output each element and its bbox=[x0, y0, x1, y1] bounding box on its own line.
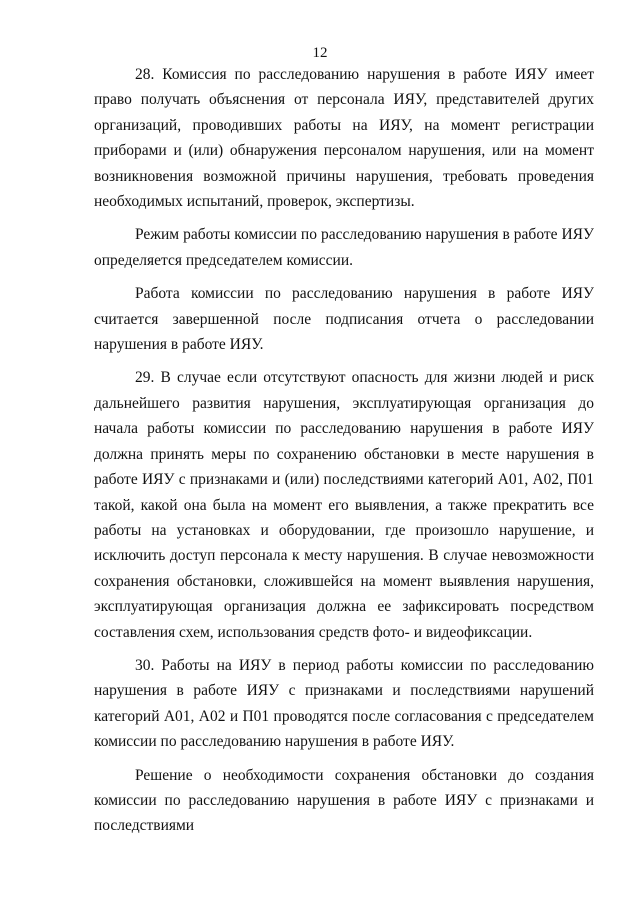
paragraph-28: 28. Комиссия по расследованию нарушения в работе ИЯУ имеет право получать объяснения от персонала ИЯУ, представителей других организаций, проводивших работы на ИЯУ, на момент регистрации приборами и (или) обнаружения персоналом нарушения, или на момент возникновения возможной причины нарушения, требовать проведения необходимых испытаний, проверок, экспертизы. bbox=[94, 66, 594, 211]
paragraph-commission-completion: Работа комиссии по расследованию нарушения в работе ИЯУ считается завершенной после подписания отчета о расследовании нарушения в работе ИЯУ. bbox=[94, 285, 594, 354]
paragraph-29: 29. В случае если отсутствуют опасность для жизни людей и риск дальнейшего развития нарушения, эксплуатирующая организация до начала работы комиссии по расследованию нарушения в работе ИЯУ должна принять меры по сохранению обстановки в месте нарушения в работе ИЯУ с признаками и (или) последствиями категорий А01, А02, П01 такой, какой она была на момент его выявления, а также прекратить все работы на установках и оборудовании, где произошло нарушение, и исключить доступ персонала к месту нарушения. В случае невозможности сохранения обстановки, сложившейся на момент выявления нарушения, эксплуатирующая организация должна ее зафиксировать посредством составления схем, использования средств фото- и видеофиксации. bbox=[94, 369, 594, 641]
paragraph-decision: Решение о необходимости сохранения обстановки до создания комиссии по расследованию нарушения в работе ИЯУ с признаками и последствиями bbox=[94, 766, 594, 835]
page-number: 12 bbox=[312, 45, 328, 61]
paragraph-30: 30. Работы на ИЯУ в период работы комиссии по расследованию нарушения в работе ИЯУ с признаками и последствиями нарушений категорий А01, А02 и П01 проводятся после согласования с председателем комиссии по расследованию нарушения в работе ИЯУ. bbox=[94, 656, 594, 751]
document-body bbox=[94, 62, 594, 839]
paragraph-commission-mode: Режим работы комиссии по расследованию нарушения в работе ИЯУ определяется председателем комиссии. bbox=[94, 226, 594, 269]
